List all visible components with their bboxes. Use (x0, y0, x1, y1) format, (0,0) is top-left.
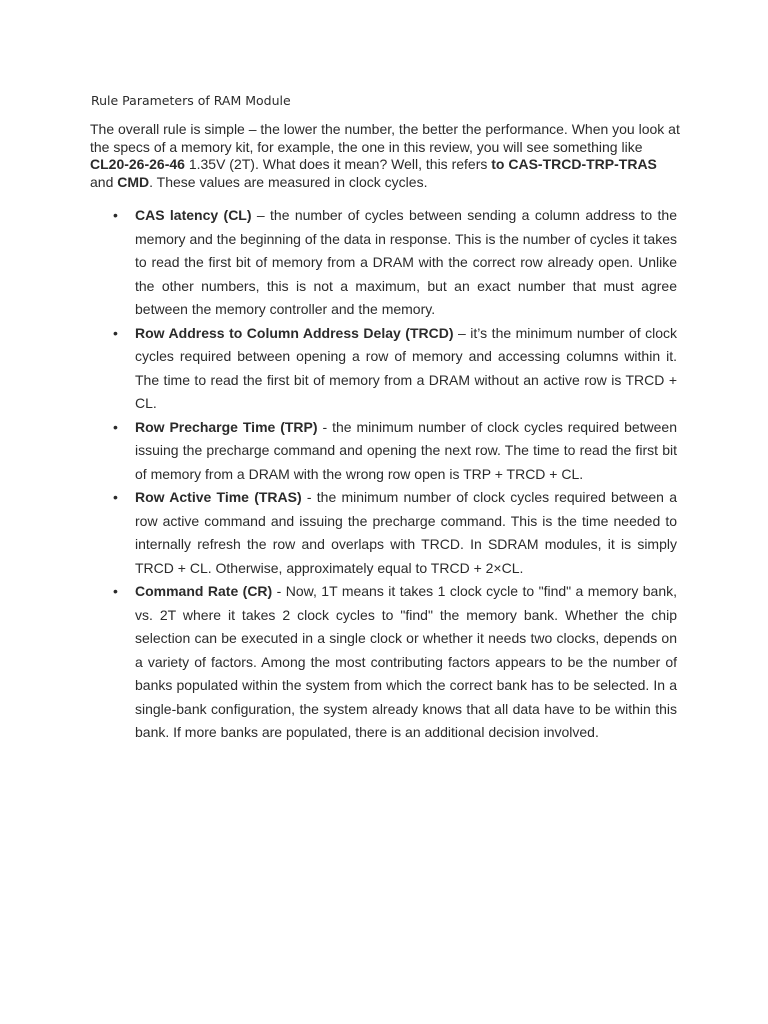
bullet-icon: • (113, 324, 118, 341)
list-item-term: Command Rate (CR) (135, 583, 273, 599)
intro-bold-timings: CL20-26-26-46 (90, 156, 185, 173)
intro-text-2: 1.35V (2T). What does it mean? Well, this refers (184, 156, 492, 173)
bullet-icon: • (113, 489, 118, 505)
list-item-text (135, 322, 677, 416)
list-item-term: Row Active Time (TRAS) (135, 489, 302, 505)
list-item-term: CAS latency (CL) (135, 207, 252, 223)
bullet-icon: • (113, 418, 118, 435)
list-item-description: – it’s the minimum number of clock cycles required between opening a row of memory and accessing columns within it. The time to read the first bit of memory from a DRAM without an active row is TRCD + CL. (135, 324, 677, 411)
list-item-text (135, 204, 677, 322)
list-item-description: – the number of cycles between sending a column address to the memory and the beginning of the data in response. This is the number of cycles it takes to read the first bit of memory from a DRAM with the correct row already open. Unlike the other numbers, this is not a maximum, but an exact number that must agree between the memory controller and the memory. (135, 207, 677, 317)
bullet-icon: • (113, 583, 118, 599)
list-item-command-rate (0, 580, 768, 745)
intro-text-3: and (90, 173, 118, 190)
list-item-text (135, 580, 677, 745)
list-item-text (135, 486, 677, 580)
list-item-text (135, 416, 677, 487)
list-item-description: - the minimum number of clock cycles required between issuing the precharge command and opening the next row. The time to read the first bit of memory from a DRAM with the wrong row open is TRP + TRCD + CL. (135, 418, 677, 482)
list-item-cas-latency (0, 204, 768, 322)
bullet-icon: • (113, 207, 118, 223)
list-item-tras (0, 486, 768, 580)
list-item-trp (0, 416, 768, 487)
intro-bold-params: to CAS-TRCD-TRP-TRAS (491, 156, 657, 173)
list-item-trcd (0, 322, 768, 416)
intro-text-4: . These values are measured in clock cycles. (149, 173, 428, 190)
intro-bold-cmd: CMD (117, 173, 150, 190)
list-item-description: - the minimum number of clock cycles required between a row active command and issuing the precharge command. This is the time needed to internally refresh the row and overlaps with TRCD. In SDRAM modules, it is simply TRCD + CL. Otherwise, approximately equal to TRCD + 2×CL. (135, 489, 677, 576)
timing-list (0, 204, 768, 745)
intro-text-1: The overall rule is simple – the lower the number, the better the performance. When you look at the specs of a memory kit, for example, the one in this review, you will see something like (90, 121, 680, 155)
list-item-description: - Now, 1T means it takes 1 clock cycle to "find" a memory bank, vs. 2T where it takes 2 clock cycles to "find" the memory bank. Whether the chip selection can be executed in a single clock or whether it needs two clocks, depends on a variety of factors. Among the most contributing factors appears to be the number of banks populated within the system from which the correct bank has to be selected. In a single-bank configuration, the system already knows that all data have to be within this bank. If more banks are populated, there is an additional decision involved. (135, 583, 678, 740)
list-item-term: Row Address to Column Address Delay (TRCD) (135, 324, 454, 341)
list-item-term: Row Precharge Time (TRP) (135, 418, 318, 435)
intro-paragraph (90, 121, 680, 191)
document-title: Rule Parameters of RAM Module (91, 93, 291, 108)
